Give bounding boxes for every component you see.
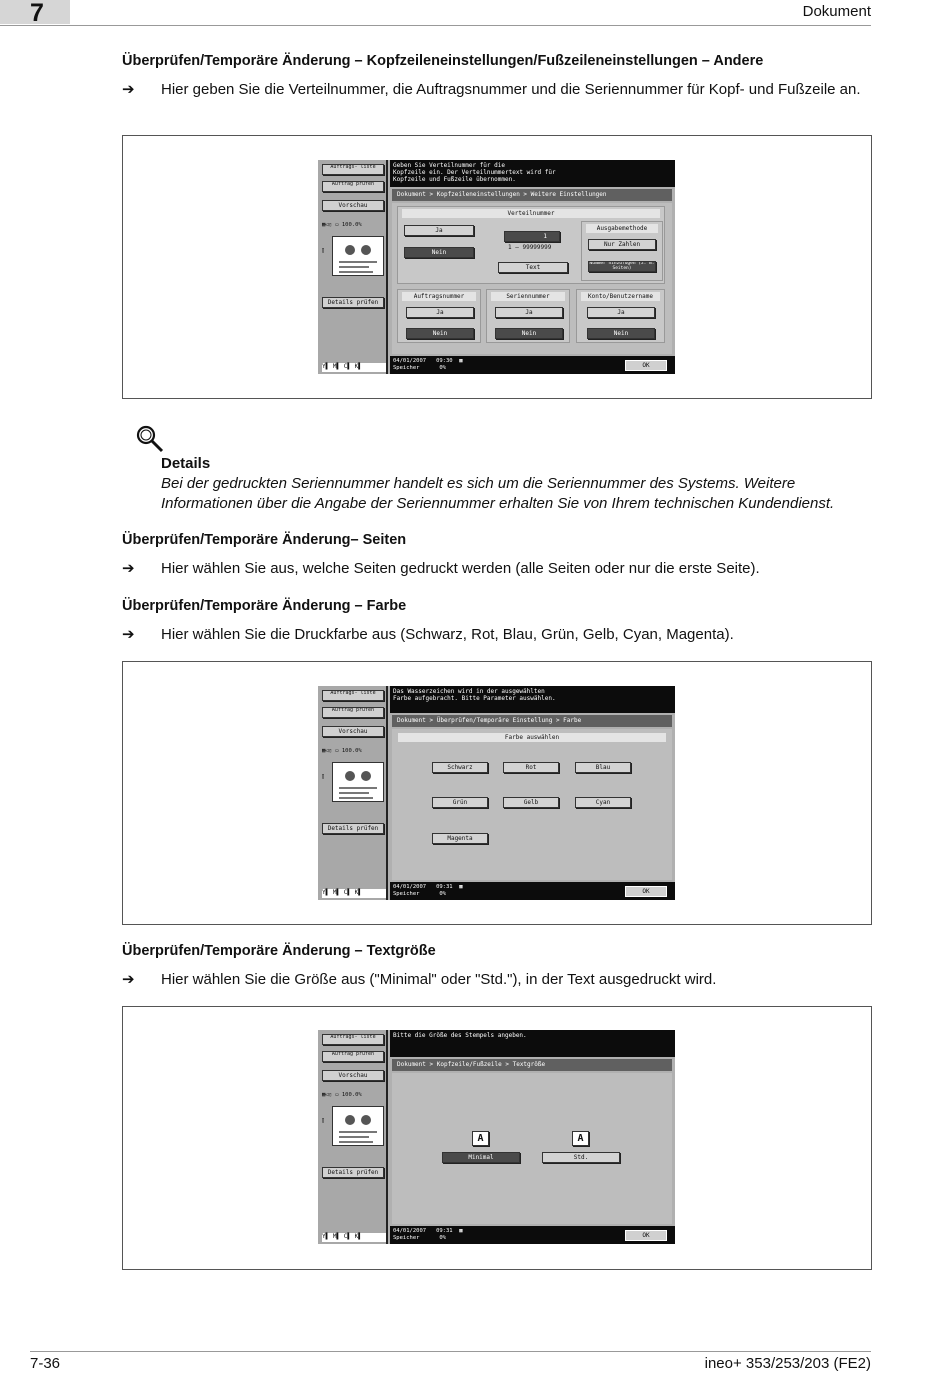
color-black-button[interactable]: Schwarz [432,762,488,773]
time: 09:31 [436,1228,453,1234]
toner-m: M [332,363,337,370]
message-bar: Das Wasserzeichen wird in der ausgewählten Farbe aufgebracht. Bitte Parameter auswählen. [390,686,675,713]
memory-label: Speicher [393,365,420,371]
account-yes-button[interactable]: Ja [587,307,655,318]
panel-title: Auftragsnummer [402,292,476,301]
thumb-line [339,261,377,263]
range-max: 99999999 [522,244,552,251]
chapter-tab [0,0,70,27]
thumb-dot [345,771,355,781]
panel-title: Konto/Benutzername [581,292,660,301]
section-heading-pages: Überprüfen/Temporäre Änderung– Seiten [122,532,407,548]
thumb-dot [345,245,355,255]
breadcrumb: Dokument > Kopfzeileneinstellungen > Weitere Einstellungen [392,189,672,201]
queue-icon: ▯ [321,1116,326,1124]
arrow-icon: ➔ [122,560,135,577]
toner-y: Y [322,889,326,896]
panel-title: Ausgabemethode [586,224,658,233]
date: 04/01/2007 [393,884,427,890]
product-name: ineo+ 353/253/203 (FE2) [704,1355,871,1372]
toner-c: C [343,889,348,896]
check-details-button[interactable]: Details prüfen [322,823,384,834]
memory-value: 0% [439,1235,446,1241]
memory-value: 0% [439,365,446,371]
time: 09:30 [436,358,453,364]
screen-textsize [318,1030,675,1244]
memory-icon: ▩ [459,884,463,890]
section-text-other: Hier geben Sie die Verteilnummer, die Auftragsnummer und die Seriennummer für Kopf- und Fußzeile an. [161,81,861,98]
range-label: 1 – 99999999 [508,244,552,251]
header-rule [0,25,871,26]
zoom-value: 100.0% [341,748,362,754]
section-text-pages: Hier wählen Sie aus, welche Seiten gedruckt werden (alle Seiten oder nur die erste Seite). [161,560,760,577]
thumb-line [339,792,369,794]
preview-thumbnail [332,1106,384,1146]
preview-thumbnail [332,236,384,276]
range-min: 1 [508,244,512,251]
date: 04/01/2007 [393,358,427,364]
queue-icon: ▯ [321,772,326,780]
memory-label: Speicher [393,891,420,897]
color-area [392,729,672,880]
thumb-line [339,787,377,789]
sidebar [318,686,388,900]
serial-no-button[interactable]: Nein [495,328,563,339]
distribution-yes-button[interactable]: Ja [404,225,474,236]
status-row [322,222,386,232]
section-heading-color: Überprüfen/Temporäre Änderung – Farbe [122,598,407,614]
preview-button[interactable]: Vorschau [322,1070,384,1081]
screen-other-settings [318,160,675,374]
panel-job-number [397,289,481,343]
arrow-icon: ➔ [122,626,135,643]
panel-output-method [581,221,663,281]
magnifier-icon [135,424,165,454]
status-row [322,748,386,758]
memory-icon: ▩ [459,1228,463,1234]
header-title: Dokument [802,3,871,20]
distribution-number-field[interactable]: 1 [504,231,560,242]
memory-value: 0% [439,891,446,897]
status-icons: ▦◁▯ ▭ [322,748,339,754]
panel-distribution [397,206,665,284]
color-magenta-button[interactable]: Magenta [432,833,488,844]
panel-account [576,289,665,343]
thumb-line [339,797,373,799]
panel-title: Seriennummer [491,292,565,301]
size-minimal-sample: A [472,1131,489,1146]
size-std-sample: A [572,1131,589,1146]
details-text: Bei der gedruckten Seriennummer handelt es sich um die Seriennummer des Systems. Weitere Informationen über die Angabe der Seriennummer erhalten Sie von Ihrem technischen Kundendienst. [161,475,835,512]
color-blue-button[interactable]: Blau [575,762,631,773]
size-minimal-button[interactable]: Minimal [442,1152,520,1163]
status-icons: ▦◁▯ ▭ [322,1092,339,1098]
thumb-line [339,1131,377,1133]
memory-label: Speicher [393,1235,420,1241]
ok-button[interactable]: OK [625,1230,667,1241]
message-bar: Bitte die Größe des Stempels angeben. [390,1030,675,1057]
arrow-icon: ➔ [122,971,135,988]
toner-y: Y [322,1233,326,1240]
check-details-button[interactable]: Details prüfen [322,1167,384,1178]
thumb-line [339,266,369,268]
toner-y: Y [322,363,326,370]
thumb-line [339,271,373,273]
distribution-no-button[interactable]: Nein [404,247,474,258]
color-red-button[interactable]: Rot [503,762,559,773]
check-job-button[interactable]: Auftrag prüfen [322,1051,384,1062]
account-no-button[interactable]: Nein [587,328,655,339]
textsize-area [392,1073,672,1224]
job-number-yes-button[interactable]: Ja [406,307,474,318]
check-job-button[interactable]: Auftrag prüfen [322,181,384,192]
job-list-button[interactable]: Auftrags- liste [322,164,384,175]
message-bar: Geben Sie Verteilnummer für die Kopfzeile ein. Der Verteilnummertext wird für Kopfzeile und Fußzeile übernommen. [390,160,675,187]
toner-c: C [343,1233,348,1240]
color-green-button[interactable]: Grün [432,797,488,808]
color-cyan-button[interactable]: Cyan [575,797,631,808]
section-heading-textsize: Überprüfen/Temporäre Änderung – Textgröße [122,943,436,959]
panel-title: Verteilnummer [402,209,660,218]
size-std-button[interactable]: Std. [542,1152,620,1163]
job-number-no-button[interactable]: Nein [406,328,474,339]
status-footer [390,1226,675,1244]
toner-levels: Y▌ M▌ C▌ K▌ [322,1233,386,1242]
serial-yes-button[interactable]: Ja [495,307,563,318]
thumb-dot [361,1115,371,1125]
status-footer [390,356,675,374]
numbers-only-button[interactable]: Nur Zahlen [588,239,656,250]
date: 04/01/2007 [393,1228,427,1234]
queue-icon: ▯ [321,246,326,254]
breadcrumb: Dokument > Überprüfen/Temporäre Einstellung > Farbe [392,715,672,727]
color-title: Farbe auswählen [398,733,666,742]
zoom-value: 100.0% [341,1092,362,1098]
section-text-textsize: Hier wählen Sie die Größe aus ("Minimal" oder "Std."), in der Text ausgedruckt wird. [161,971,717,988]
toner-k: K [354,363,359,370]
text-button[interactable]: Text [498,262,568,273]
thumb-dot [345,1115,355,1125]
add-text-button[interactable]: Nummer hinzufügen (z. B. Seiten) [589,261,655,271]
preview-button[interactable]: Vorschau [322,726,384,737]
chapter-number: 7 [30,0,44,27]
settings-area [392,203,672,354]
panel-serial-number [486,289,570,343]
toner-levels: Y▌ M▌ C▌ K▌ [322,363,386,372]
toner-c: C [343,363,348,370]
toner-m: M [332,1233,337,1240]
toner-k: K [354,1233,359,1240]
section-heading-other: Überprüfen/Temporäre Änderung – Kopfzeileneinstellungen/Fußzeileneinstellungen – Andere [122,53,764,69]
color-yellow-button[interactable]: Gelb [503,797,559,808]
status-row [322,1092,386,1102]
sidebar [318,160,388,374]
arrow-icon: ➔ [122,81,135,98]
time: 09:31 [436,884,453,890]
toner-levels: Y▌ M▌ C▌ K▌ [322,889,386,898]
sidebar [318,1030,388,1244]
ok-button[interactable]: OK [625,360,667,371]
section-text-color: Hier wählen Sie die Druckfarbe aus (Schwarz, Rot, Blau, Grün, Gelb, Cyan, Magenta). [161,626,734,643]
check-job-button[interactable]: Auftrag prüfen [322,707,384,718]
job-list-button[interactable]: Auftrags- liste [322,690,384,701]
job-list-button[interactable]: Auftrags- liste [322,1034,384,1045]
screen-color [318,686,675,900]
preview-thumbnail [332,762,384,802]
zoom-value: 100.0% [341,222,362,228]
toner-k: K [354,889,359,896]
status-icons: ▦◁▯ ▭ [322,222,339,228]
ok-button[interactable]: OK [625,886,667,897]
breadcrumb: Dokument > Kopfzeile/Fußzeile > Textgröße [392,1059,672,1071]
status-footer [390,882,675,900]
preview-button[interactable]: Vorschau [322,200,384,211]
thumb-line [339,1136,369,1138]
toner-m: M [332,889,337,896]
footer-rule [30,1351,871,1352]
thumb-dot [361,771,371,781]
page-number: 7-36 [30,1355,61,1372]
thumb-dot [361,245,371,255]
memory-icon: ▩ [459,358,463,364]
check-details-button[interactable]: Details prüfen [322,297,384,308]
thumb-line [339,1141,373,1143]
details-heading: Details [161,455,211,472]
